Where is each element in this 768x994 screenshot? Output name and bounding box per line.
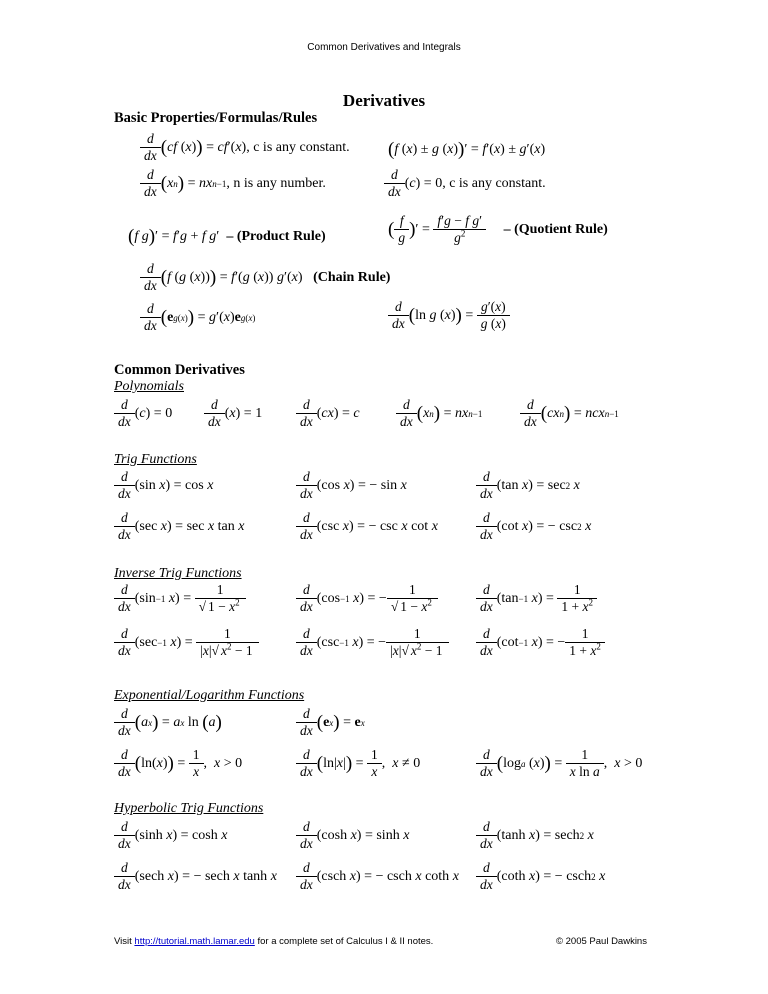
hyp-sinh: d dx (sinh x ) = cosh x <box>114 820 227 851</box>
hyp-csch: d dx (csch x ) = − csch x coth x <box>296 861 459 892</box>
poly-cxn: d dx ( cx n ) = ncx n−1 <box>520 398 619 429</box>
polynomials-heading: Polynomials <box>114 379 184 394</box>
footer-prefix: Visit <box>114 936 135 947</box>
xn-note: , n is any number. <box>226 175 326 191</box>
header-title: Common Derivatives and Integrals <box>307 42 461 53</box>
poly-cx: d dx ( cx ) = c <box>296 398 360 429</box>
formula-sum-difference: ( f ( x ) ± g ( x ) ) ′ = f ′( x ) ± g ′( x ) <box>388 139 546 160</box>
hyp-tanh: d dx (tanh x ) = sech 2 x <box>476 820 594 851</box>
poly-constant: d dx ( c ) = 0 <box>114 398 172 429</box>
poly-x: d dx ( x ) = 1 <box>204 398 262 429</box>
formula-constant: d dx ( c ) = 0 , c is any constant. <box>384 168 546 199</box>
footer-link[interactable]: http://tutorial.math.lamar.edu <box>134 936 255 947</box>
footer-suffix: for a complete set of Calculus I & II notes. <box>254 936 434 947</box>
log-base-a: d dx ( log a ( x ) ) = 1 x ln a , x > 0 <box>476 748 642 779</box>
chain-label: (Chain Rule) <box>313 269 391 285</box>
formula-product-rule: ( f g ) ′ = f ′ g + f g ′ – (Product Rule) <box>128 226 326 247</box>
trig-cot: d dx (cot x ) = − csc 2 x <box>476 511 591 542</box>
c-note: , c is any constant. <box>442 175 546 191</box>
page-title: Derivatives <box>342 91 426 110</box>
trig-csc: d dx (csc x ) = − csc x cot x <box>296 511 438 542</box>
product-label: – (Product Rule) <box>226 228 326 244</box>
exp-ax: d dx ( a x ) = a x ln ( a ) <box>114 707 222 738</box>
common-heading: Common Derivatives <box>114 362 245 378</box>
trig-heading: Trig Functions <box>114 452 197 467</box>
trig-tan: d dx (tan x ) = sec 2 x <box>476 470 580 501</box>
inv-csc: d dx (csc −1 x ) = − 1 |x|√ $x^2 - 1$ <box>296 627 449 658</box>
formula-ln-chain: d dx ( ln g ( x ) ) = g′(x) g (x) <box>388 300 510 331</box>
exp-log-heading: Exponential/Logarithm Functions <box>114 688 305 703</box>
log-ln-abs-x: d dx ( ln| x | ) = 1 x , x ≠ 0 <box>296 748 420 779</box>
log-ln-x: d dx ( ln( x ) ) = 1 x , x > 0 <box>114 748 242 779</box>
hyperbolic-heading: Hyperbolic Trig Functions <box>114 801 264 816</box>
inv-cos: d dx (cos −1 x ) = − 1 √ $1 - x^2$ <box>296 583 438 614</box>
footer-copyright: © 2005 Paul Dawkins <box>556 936 647 947</box>
formula-exp-chain: d dx ( e g(x) ) = g ′( x ) e g(x) <box>140 302 255 333</box>
trig-cos: d dx (cos x ) = − sin x <box>296 470 407 501</box>
poly-xn: d dx ( x n ) = nx n−1 <box>396 398 482 429</box>
inv-sec: d dx (sec −1 x ) = 1 |x|√ $x^2 - 1$ <box>114 627 259 658</box>
formula-power-rule: d dx ( x n ) = nx n−1 , n is any number. <box>140 168 326 199</box>
trig-sin: d dx (sin x ) = cos x <box>114 470 213 501</box>
hyp-coth: d dx (coth x ) = − csch 2 x <box>476 861 605 892</box>
basic-heading: Basic Properties/Formulas/Rules <box>114 110 318 126</box>
hyp-cosh: d dx (cosh x ) = sinh x <box>296 820 409 851</box>
quotient-label: – (Quotient Rule) <box>503 221 608 237</box>
inv-sin: d dx (sin −1 x ) = 1 √ $1 - x^2$ <box>114 583 246 614</box>
exp-ex: d dx ( e x ) = e x <box>296 707 365 738</box>
trig-sec: d dx (sec x ) = sec x tan x <box>114 511 245 542</box>
formula-constant-multiple: d dx ( cf ( x ) ) = cf ′( x ) , c is any constant. <box>140 132 350 163</box>
inverse-trig-heading: Inverse Trig Functions <box>114 566 242 581</box>
formula-chain-rule: d dx ( f ( g ( x )) ) = f ′( g ( x )) g ′( x ) (Chain Rule) <box>140 262 390 293</box>
inv-cot: d dx (cot −1 x ) = − 1 $1 + x^2$ <box>476 627 605 658</box>
hyp-sech: d dx (sech x ) = − sech x tanh x <box>114 861 277 892</box>
inv-tan: d dx (tan −1 x ) = 1 $1 + x^2$ <box>476 583 597 614</box>
cf-note: , c is any constant. <box>246 139 350 155</box>
footer-note <box>114 936 433 947</box>
formula-quotient-rule: ( f g ) ′ = f′g − f g′ $g^2$ – (Quotient Rule) <box>388 213 608 246</box>
